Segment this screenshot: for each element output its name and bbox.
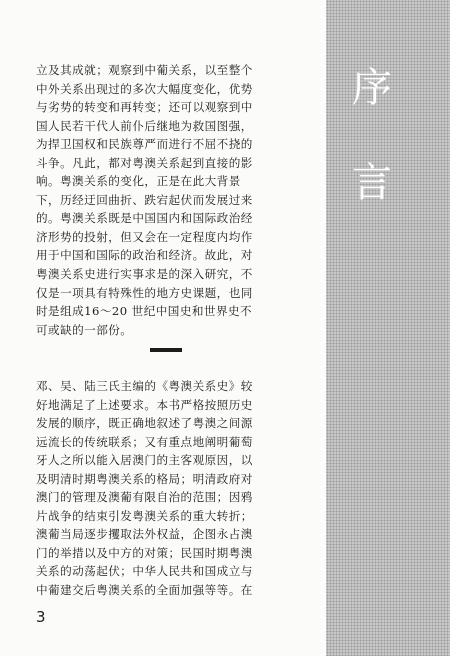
text-line: 澳葡当局逐步攫取法外权益，企图永占澳: [36, 527, 253, 542]
text-line: 好地满足了上述要求。本书严格按照历史: [36, 397, 253, 412]
text-line: 与劣势的转变和再转变；还可以观察到中: [36, 100, 253, 115]
text-line: 斗争。凡此，都对粤澳关系起到直接的影: [36, 155, 253, 170]
text-line: 粤澳关系史进行实事求是的深入研究，不: [36, 267, 253, 282]
section-number-label: [148, 338, 184, 339]
text-line: 关系的动荡起伏；中华人民共和国成立与: [36, 564, 253, 579]
text-line: 国人民若干代人前仆后继地为救国图强，: [36, 118, 253, 133]
text-line: 门的举措以及中方的对策；民国时期粤澳: [36, 545, 253, 560]
text-line: 济形势的投射，但又会在一定程度内均作: [36, 229, 253, 244]
text-line: 中葡建交后粤澳关系的全面加强等等。在: [36, 583, 253, 598]
paragraph-2: [36, 377, 300, 600]
text-line: 为捍卫国权和民族尊严而进行不屈不挠的: [36, 137, 253, 152]
text-line: 仅是一项具有特殊性的地方史课题，也同: [36, 285, 253, 300]
text-line: 响。粤澳关系的变化，正是在此大背景: [36, 174, 241, 189]
text-line: 牙人之所以能入居澳门的主客观原因，以: [36, 453, 253, 468]
text-line: 邓、吴、陆三氏主编的《粤澳关系史》较: [36, 379, 253, 393]
section-number: [148, 338, 184, 360]
section-number-glyph: [150, 348, 182, 352]
paragraph-1: [36, 61, 300, 339]
text-line: 立及其成就；观察到中葡关系，以至整个: [36, 63, 253, 77]
text-line: 发展的顺序，既正确地叙述了粤澳之间源: [36, 416, 253, 431]
chapter-heading-glyph: 序: [352, 65, 392, 111]
text-line: 可或缺的一部份。: [36, 322, 133, 337]
text-line: 用于中国和国际的政治和经济。故此，对: [36, 248, 253, 263]
text-line: 及明清时期粤澳关系的格局；明清政府对: [36, 471, 253, 486]
page-number: 3: [36, 608, 46, 626]
text-line: 远流长的传统联系；又有重点地阐明葡萄: [36, 434, 253, 449]
text-line: 澳门的管理及澳葡有限自治的范围；因鸦: [36, 490, 253, 505]
text-line: 中外关系出现过的多次大幅度变化，优势: [36, 81, 253, 96]
chapter-heading-glyph: 言: [352, 160, 392, 206]
text-line: 的。粤澳关系既是中国国内和国际政治经: [36, 211, 253, 226]
text-line: 时是组成16～20 世纪中国史和世界史不: [36, 304, 253, 319]
text-line: 下，历经迂回曲折、跌宕起伏而发展过来: [36, 192, 253, 207]
text-line: 片战争的结束引发粤澳关系的重大转折；: [36, 508, 253, 523]
